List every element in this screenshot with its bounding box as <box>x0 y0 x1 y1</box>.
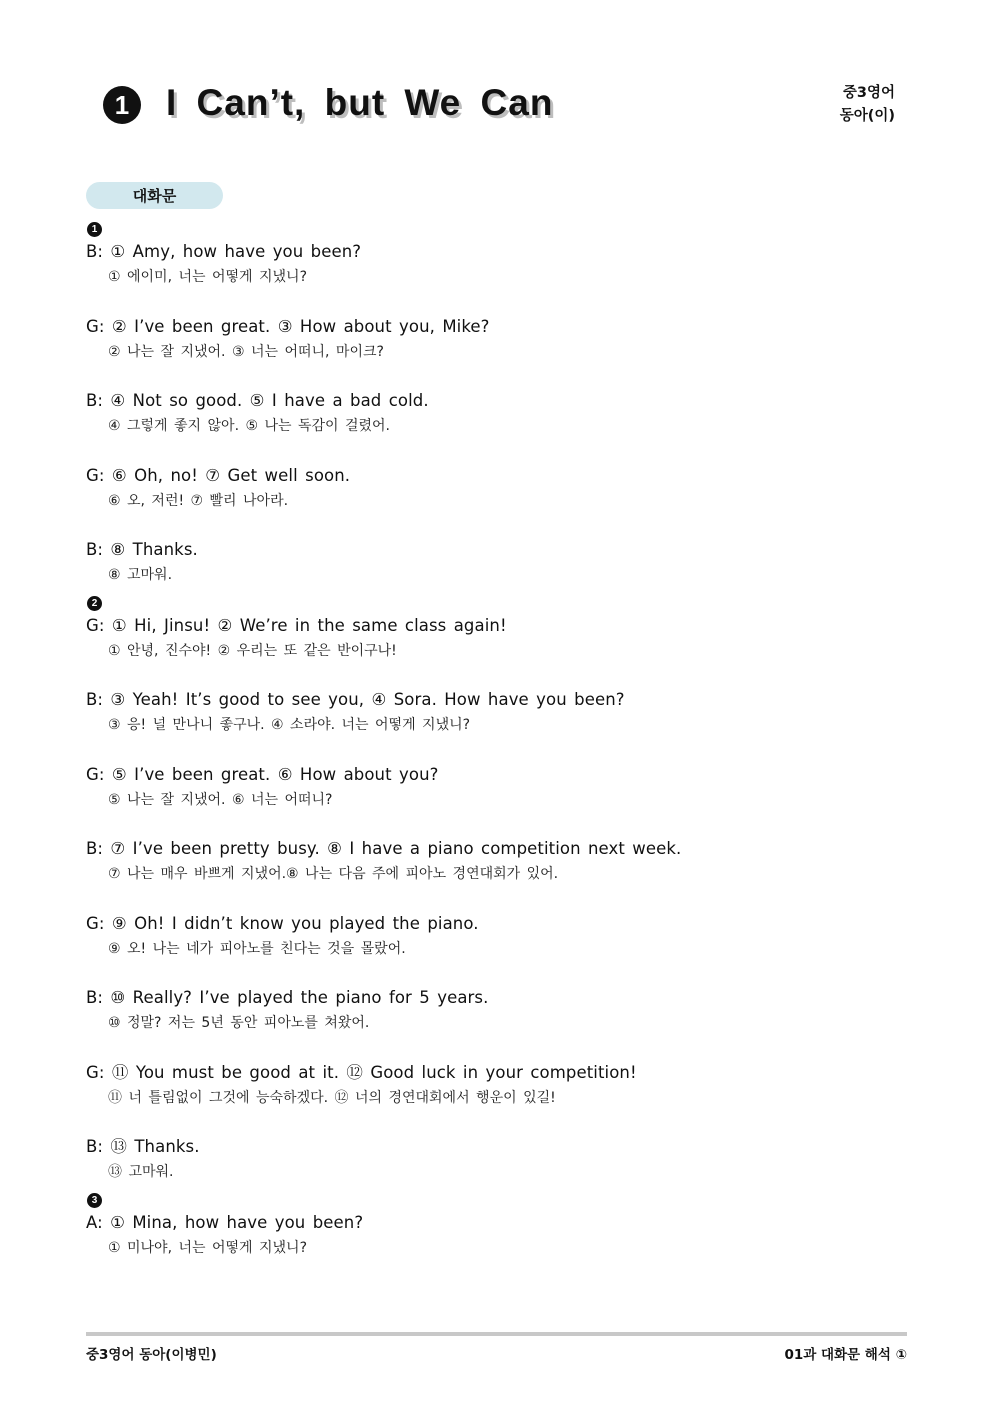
english-line: B: ④ Not so good. ⑤ I have a bad cold. <box>86 391 429 410</box>
dialog-marker: 3 <box>87 1193 102 1208</box>
dialog-1 <box>86 217 916 612</box>
dialog-line <box>86 314 916 389</box>
dialog-2 <box>86 591 916 1209</box>
korean-translation: ④ 그렇게 좋지 않아. ⑤ 나는 독감이 걸렸어. <box>108 418 391 434</box>
footer-divider <box>86 1332 907 1336</box>
section-tag: 대화문 <box>86 182 223 209</box>
footer-book-label: 중3영어 동아(이병민) <box>86 1347 217 1363</box>
korean-translation: ① 안녕, 진수야! ② 우리는 또 같은 반이구나! <box>108 642 397 659</box>
footer-page-label: 01과 대화문 해석 ① <box>784 1347 907 1363</box>
english-line: G: ⑤ I’ve been great. ⑥ How about you? <box>86 764 439 784</box>
english-line: B: ① Amy, how have you been? <box>86 242 362 261</box>
korean-translation: ⑨ 오! 나는 네가 피아노를 친다는 것을 몰랐어. <box>108 940 406 957</box>
dialog-line <box>86 239 916 314</box>
korean-translation: ⑧ 고마워. <box>108 567 173 583</box>
korean-translation: ⑦ 나는 매우 바쁘게 지냈어.⑧ 나는 다음 주에 피아노 경연대회가 있어. <box>108 866 559 882</box>
dialog-line <box>86 911 916 986</box>
english-line: B: ⑬ Thanks. <box>86 1137 200 1156</box>
dialog-line <box>86 985 916 1060</box>
english-line: G: ⑪ You must be good at it. ⑫ Good luck in your competition! <box>86 1062 637 1082</box>
english-line: G: ⑨ Oh! I didn’t know you played the piano. <box>86 913 479 933</box>
dialog-line <box>86 1060 916 1135</box>
english-line: A: ① Mina, how have you been? <box>86 1212 364 1232</box>
korean-translation: ③ 응! 널 만나니 좋구나. ④ 소라야. 너는 어떻게 지냈니? <box>108 717 471 733</box>
english-line: B: ⑦ I’ve been pretty busy. ⑧ I have a piano competition next week. <box>86 839 682 858</box>
dialog-3 <box>86 1188 916 1285</box>
dialog-line <box>86 388 916 463</box>
lesson-title: I Can’t, but We Can <box>166 82 554 123</box>
korean-translation: ① 에이미, 너는 어떻게 지냈니? <box>108 269 307 285</box>
dialog-line <box>86 613 916 688</box>
korean-translation: ⑤ 나는 잘 지냈어. ⑥ 너는 어떠니? <box>108 791 333 808</box>
english-line: B: ⑩ Really? I’ve played the piano for 5 years. <box>86 988 489 1007</box>
dialog-line <box>86 463 916 538</box>
korean-translation: ① 미나야, 너는 어떻게 지냈니? <box>108 1239 307 1256</box>
korean-translation: ⑩ 정말? 저는 5년 동안 피아노를 쳐왔어. <box>108 1015 370 1031</box>
lesson-number-badge: 1 <box>103 86 141 124</box>
korean-translation: ② 나는 잘 지냈어. ③ 너는 어떠니, 마이크? <box>108 343 384 360</box>
english-line: B: ③ Yeah! It’s good to see you, ④ Sora. How have you been? <box>86 690 625 709</box>
dialog-content <box>86 217 916 1288</box>
dialog-line <box>86 687 916 762</box>
english-line: B: ⑧ Thanks. <box>86 540 198 559</box>
dialog-marker: 2 <box>87 596 102 611</box>
english-line: G: ② I’ve been great. ③ How about you, Mike? <box>86 316 490 336</box>
dialog-marker: 1 <box>87 222 102 237</box>
korean-translation: ⑬ 고마워. <box>108 1164 174 1180</box>
dialog-line <box>86 1210 916 1285</box>
publisher-label: 동아(이) <box>839 108 895 124</box>
english-line: G: ⑥ Oh, no! ⑦ Get well soon. <box>86 465 351 485</box>
korean-translation: ⑪ 너 틀림없이 그것에 능숙하겠다. ⑫ 너의 경연대회에서 행운이 있길! <box>108 1089 556 1106</box>
korean-translation: ⑥ 오, 저런! ⑦ 빨리 나아라. <box>108 492 289 509</box>
english-line: G: ① Hi, Jinsu! ② We’re in the same class again! <box>86 615 507 635</box>
dialog-line <box>86 762 916 837</box>
dialog-line <box>86 836 916 911</box>
grade-label: 중3영어 <box>842 85 895 101</box>
header-meta <box>840 82 895 128</box>
